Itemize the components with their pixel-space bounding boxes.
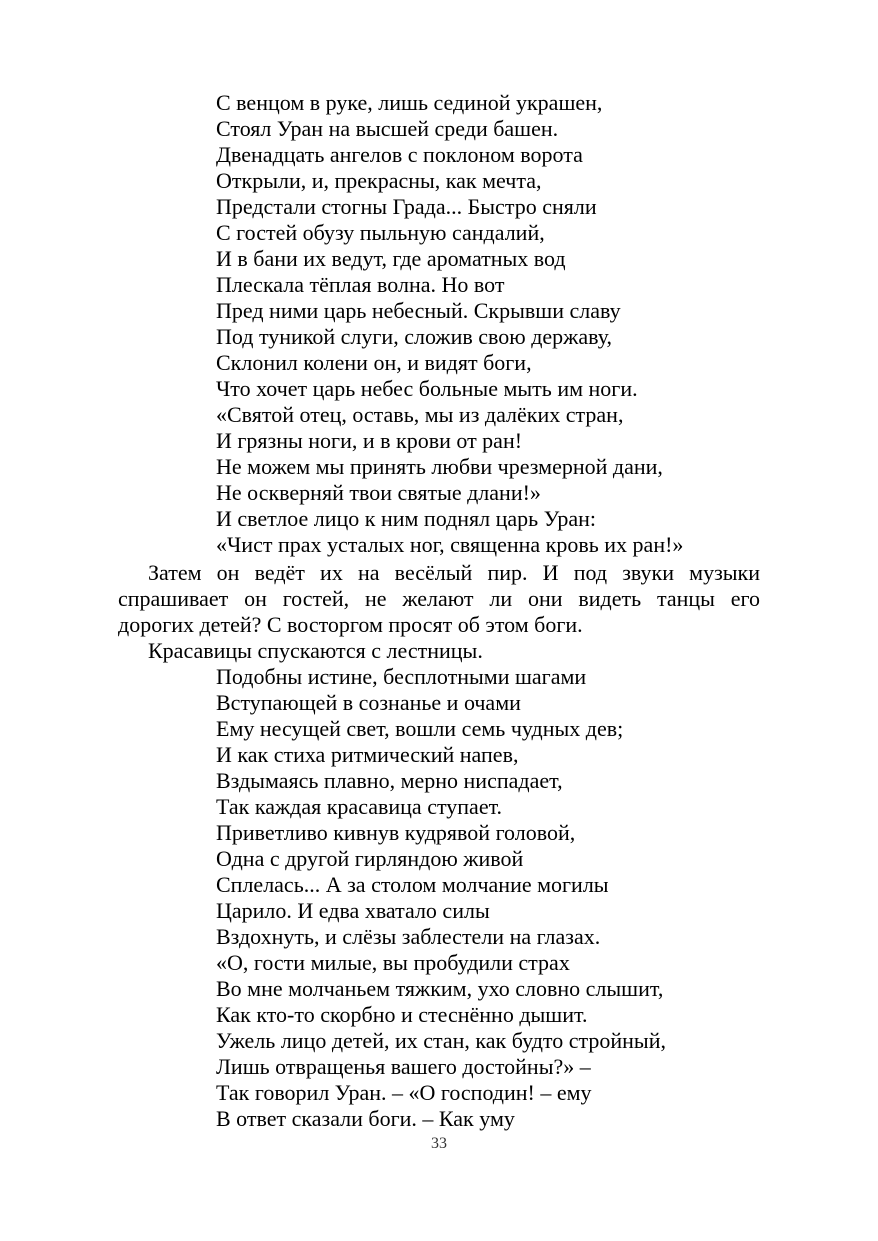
verse-line: Предстали стогны Града... Быстро сняли (216, 194, 597, 219)
verse-line: Так говорил Уран. – «О господин! – ему (216, 1080, 592, 1105)
verse-line: Ужель лицо детей, их стан, как будто стройный, (216, 1028, 666, 1053)
prose-line: дорогих детей? С восторгом просят об этом боги. (118, 612, 583, 637)
verse-line: «Святой отец, оставь, мы из далёких стран, (216, 402, 624, 427)
verse-line: И светлое лицо к ним поднял царь Уран: (216, 506, 597, 531)
verse-line: С гостей обузу пыльную сандалий, (216, 220, 545, 245)
page-number: 33 (431, 1135, 447, 1152)
prose-line: спрашивает он гостей, не желают ли они видеть танцы его (118, 586, 760, 611)
verse-line: Вздохнуть, и слёзы заблестели на глазах. (216, 924, 601, 949)
verse-line: Сплелась... А за столом молчание могилы (216, 872, 609, 897)
verse-line: «Чист прах усталых ног, священна кровь их ран!» (216, 532, 684, 557)
verse-line: В ответ сказали боги. – Как уму (216, 1106, 515, 1131)
verse-line: Не оскверняй твои святые длани!» (216, 480, 541, 505)
verse-line: Вступающей в сознанье и очами (216, 690, 521, 715)
verse-line: Подобны истине, бесплотными шагами (216, 664, 587, 689)
verse-line: Что хочет царь небес больные мыть им ноги. (216, 376, 638, 401)
verse-line: Во мне молчаньем тяжким, ухо словно слышит, (216, 976, 664, 1001)
verse-line: Пред ними царь небесный. Скрывши славу (216, 298, 621, 323)
verse-line: И грязны ноги, и в крови от ран! (216, 428, 523, 453)
verse-line: Приветливо кивнув кудрявой головой, (216, 820, 576, 845)
verse-line: Стоял Уран на высшей среди башен. (216, 116, 559, 141)
verse-line: Царило. И едва хватало силы (216, 898, 490, 923)
verse-line: Одна с другой гирляндою живой (216, 846, 524, 871)
verse-line: Как кто-то скорбно и стеснённо дышит. (216, 1002, 588, 1027)
verse-line: И как стиха ритмический напев, (216, 742, 519, 767)
prose-line: Затем он ведёт их на весёлый пир. И под звуки музыки (148, 560, 760, 585)
verse-line: Не можем мы принять любви чрезмерной дани, (216, 454, 663, 479)
prose-line: Красавицы спускаются с лестницы. (148, 638, 483, 663)
verse-line: Лишь отвращенья вашего достойны?» – (216, 1054, 591, 1079)
verse-line: И в бани их ведут, где ароматных вод (216, 246, 566, 271)
verse-line: Склонил колени он, и видят боги, (216, 350, 532, 375)
verse-line: «О, гости милые, вы пробудили страх (216, 950, 570, 975)
verse-line: Ему несущей свет, вошли семь чудных дев; (216, 716, 624, 741)
verse-line: Плескала тёплая волна. Но вот (216, 272, 505, 297)
verse-line: Вздымаясь плавно, мерно ниспадает, (216, 768, 563, 793)
verse-line: Под туникой слуги, сложив свою державу, (216, 324, 613, 349)
verse-line: С венцом в руке, лишь сединой украшен, (216, 90, 603, 115)
verse-line: Так каждая красавица ступает. (216, 794, 503, 819)
verse-line: Открыли, и, прекрасны, как мечта, (216, 168, 542, 193)
verse-line: Двенадцать ангелов с поклоном ворота (216, 142, 583, 167)
